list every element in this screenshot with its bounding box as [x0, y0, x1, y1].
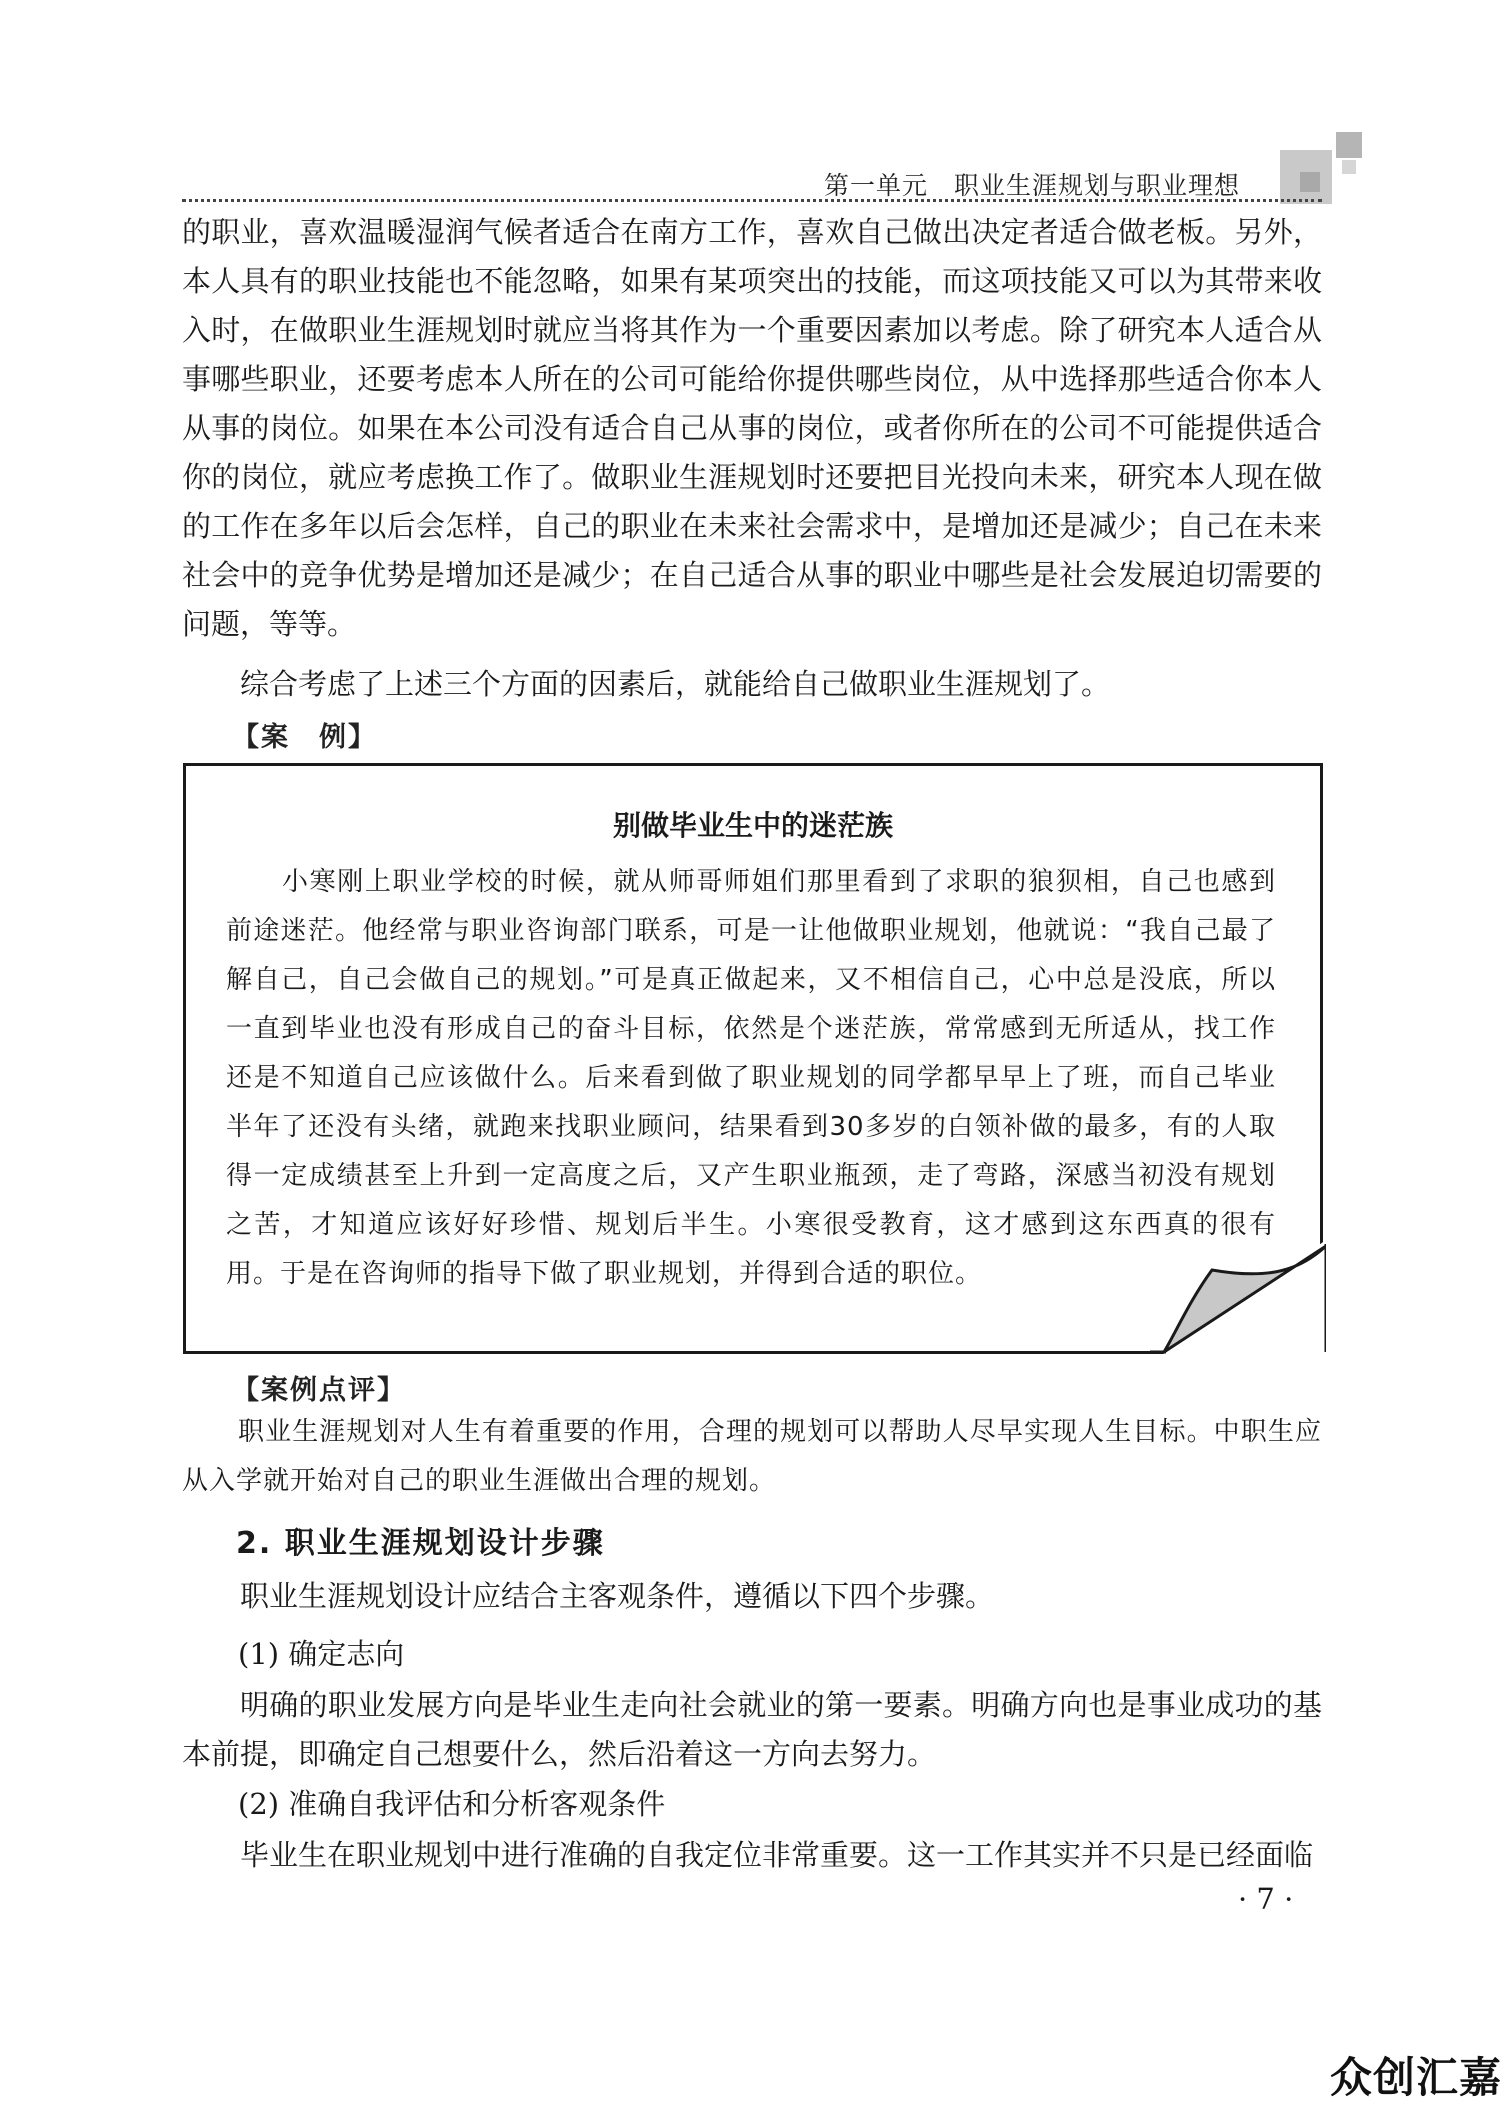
page-number: · 7 · — [1238, 1882, 1294, 1916]
section-heading: 2. 职业生涯规划设计步骤 — [236, 1526, 605, 1561]
case-label: 【案 例】 — [232, 722, 377, 753]
page-curl-decoration — [1150, 1240, 1326, 1355]
section-intro: 职业生涯规划设计应结合主客观条件，遵循以下四个步骤。 — [240, 1579, 995, 1613]
case-title: 别做毕业生中的迷茫族 — [612, 809, 893, 842]
step-text: 明确的职业发展方向是毕业生走向社会就业的第一要素。明确方向也是事业成功的基本前提，即确定自己想要什么，然后沿着这一方向去努力。 — [182, 1688, 1322, 1771]
comment-text: 职业生涯规划对人生有着重要的作用，合理的规划可以帮助人尽早实现人生目标。中职生应从入学就开始对自己的职业生涯做出合理的规划。 — [182, 1417, 1322, 1496]
header-decoration — [1336, 132, 1362, 158]
intro-paragraph: 的职业，喜欢温暖湿润气候者适合在南方工作，喜欢自己做出决定者适合做老板。另外，本人具有的职业技能也不能忽略，如果有某项突出的技能，而这项技能又可以为其带来收入时，在做职业生涯规划时就应当将其作为一个重要因素加以考虑。除了研究本人适合从事哪些职业，还要考虑本人所在的公司可能给你提供哪些岗位，从中选择那些适合你本人从事的岗位。如果在本公司没有适合自己从事的岗位，或者你所在的公司不可能提供适合你的岗位，就应考虑换工作了。做职业生涯规划时还要把目光投向未来，研究本人现在做的工作在多年以后会怎样，自己的职业在未来社会需求中，是增加还是减少；自己在未来社会中的竞争优势是增加还是减少；在自己适合从事的职业中哪些是社会发展迫切需要的问题，等等。 — [182, 215, 1322, 641]
header-rule — [182, 199, 1322, 202]
step-title: (1) 确定志向 — [238, 1637, 405, 1671]
running-header: 第一单元 职业生涯规划与职业理想 — [823, 171, 1240, 200]
step-text: 毕业生在职业规划中进行准确的自我定位非常重要。这一工作其实并不只是已经面临 — [240, 1838, 1314, 1872]
summary-paragraph: 综合考虑了上述三个方面的因素后，就能给自己做职业生涯规划了。 — [240, 667, 1111, 701]
step-title: (2) 准确自我评估和分析客观条件 — [238, 1787, 666, 1821]
header-decoration — [1300, 172, 1320, 192]
case-body: 小寒刚上职业学校的时候，就从师哥师姐们那里看到了求职的狼狈相，自己也感到前途迷茫。他经常与职业咨询部门联系，可是一让他做职业规划，他就说：“我自己最了解自己，自己会做自己的规划。”可是真正做起来，又不相信自己，心中总是没底，所以一直到毕业也没有形成自己的奋斗目标，依然是个迷茫族，常常感到无所适从，找工作还是不知道自己应该做什么。后来看到做了职业规划的同学都早早上了班，而自己毕业半年了还没有头绪，就跑来找职业顾问，结果看到30多岁的白领补做的最多，有的人取得一定成绩甚至上升到一定高度之后，又产生职业瓶颈，走了弯路，深感当初没有规划之苦，才知道应该好好珍惜、规划后半生。小寒很受教育，这才感到这东西真的很有用。于是在咨询师的指导下做了职业规划，并得到合适的职位。 — [226, 867, 1276, 1289]
watermark: 众创汇嘉 — [1330, 2053, 1503, 2102]
header-decoration — [1342, 160, 1356, 174]
comment-label: 【案例点评】 — [232, 1375, 406, 1406]
